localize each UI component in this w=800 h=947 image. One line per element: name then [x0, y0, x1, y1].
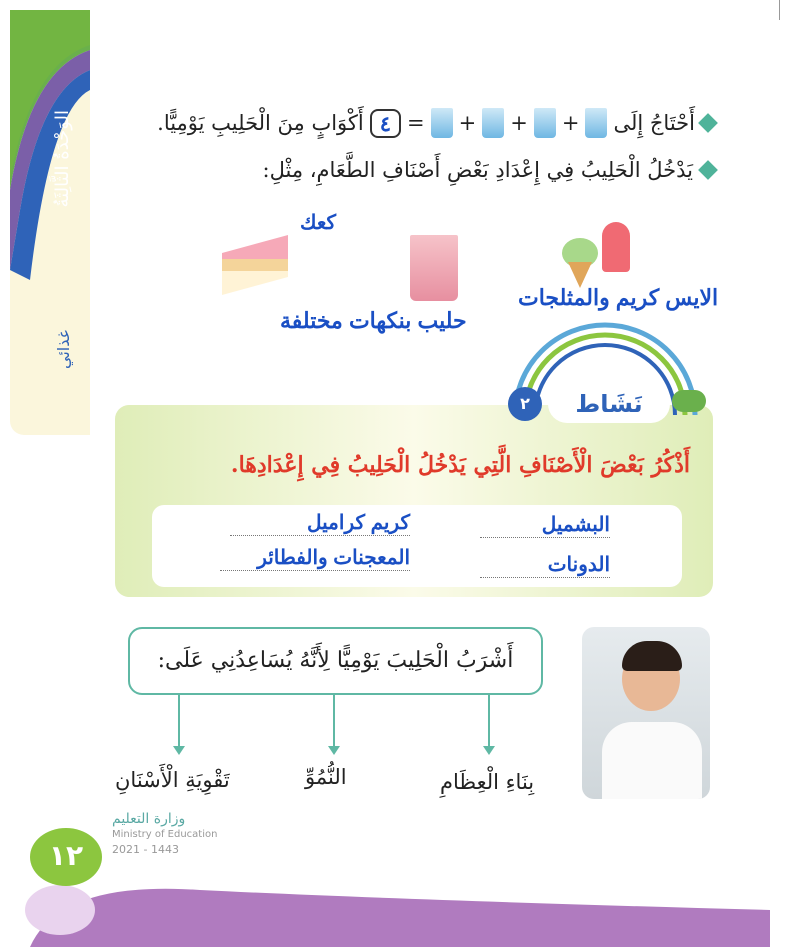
line-foods: [263, 158, 716, 182]
popsicle-image: [602, 222, 630, 272]
line-cups: أَحْتَاجُ إِلَى + + + = ٤ أَكْوَابٍ مِنَ الْحَلِيبِ يَوْمِيًّا.: [157, 108, 715, 138]
answer-3: الدونات: [480, 552, 610, 578]
cloud-icon: [672, 390, 706, 412]
glass-icon: [482, 108, 504, 138]
benefits-sentence-box: [128, 627, 543, 695]
cake-label: كعك: [300, 212, 337, 234]
text: يَدْخُلُ الْحَلِيبُ فِي إِعْدَادِ بَعْضِ أَصْنَافِ الطَّعَامِ، مِثْلِ:: [262, 158, 693, 182]
benefit-growth: النُّمُوِّ: [305, 765, 347, 789]
glass-icon: [534, 108, 556, 138]
sidebar-curves: [10, 10, 90, 310]
arrow-icon: [333, 695, 335, 753]
watermark-ar: وزارة التعليم: [112, 811, 186, 827]
glass-icon: [585, 108, 607, 138]
text: أَكْوَابٍ مِنَ الْحَلِيبِ يَوْمِيًّا.: [157, 111, 364, 135]
unit-title: الوَحْدَةُ الثَّالِثَةُ: [52, 110, 73, 208]
activity-number: ٢: [508, 387, 542, 421]
bullet-icon: [698, 160, 718, 180]
benefit-bones: بِنَاءِ الْعِظَامِ: [440, 770, 535, 794]
footer-wave: [0, 860, 800, 947]
answer-2: كريم كراميل: [230, 510, 410, 536]
page-number: ١٢: [30, 828, 102, 886]
answer-box: ٤: [370, 109, 401, 138]
boy-drinking-milk-photo: [582, 627, 710, 799]
topic-title: غذائي: [54, 330, 73, 369]
answer-4: المعجنات والفطائر: [220, 545, 410, 571]
text: أَحْتَاجُ إِلَى: [613, 111, 695, 135]
watermark: [112, 812, 217, 857]
milk-glass-image: [410, 235, 458, 301]
arrow-icon: [488, 695, 490, 753]
watermark-year: 2021 - 1443: [112, 843, 179, 856]
bullet-icon: [698, 113, 718, 133]
unit-sidebar: [10, 10, 90, 435]
arrow-icon: [178, 695, 180, 753]
answer-1: البشميل: [480, 512, 610, 538]
benefits-sentence: أَشْرَبُ الْحَلِيبَ يَوْمِيًّا لِأَنَّهُ يُسَاعِدُنِي عَلَى:: [157, 648, 514, 673]
activity-header: [548, 385, 670, 423]
activity-title: نَشَاط: [575, 390, 643, 418]
benefit-teeth: تَقْوِيَةِ الْأَسْنَانِ: [115, 768, 230, 792]
cake-image: [222, 235, 288, 295]
glass-icon: [431, 108, 453, 138]
watermark-en: Ministry of Education: [112, 829, 218, 840]
milk-label: حليب بنكهات مختلفة: [280, 308, 467, 333]
crop-mark: [779, 0, 780, 20]
activity-question: أَذْكُرُ بَعْضَ الْأَصْنَافِ الَّتِي يَدْخُلُ الْحَلِيبُ فِي إِعْدَادِهَا.: [230, 452, 690, 478]
icecream-label: الايس كريم والمثلجات: [518, 285, 719, 310]
